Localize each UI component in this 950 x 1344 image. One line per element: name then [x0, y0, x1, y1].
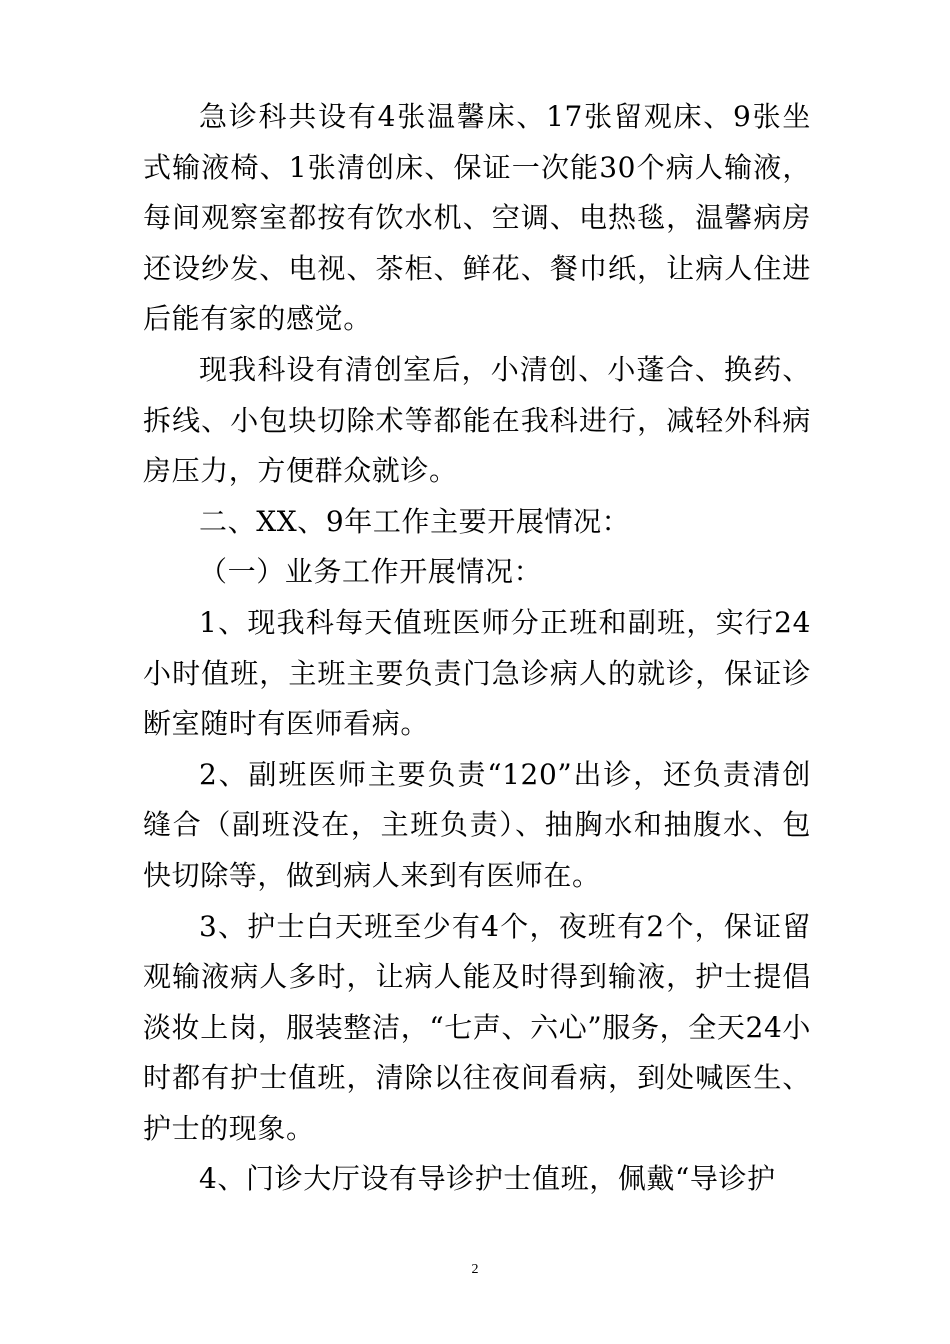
- paragraph-facilities: 急诊科共设有4张温馨床、17张留观床、9张坐式输液椅、1张清创床、保证一次能30个病人输液，每间观察室都按有饮水机、空调、电热毯，温馨病房还设纱发、电视、茶柜、鲜花、餐巾纸，让病人住进后能有家的感觉。: [143, 100, 811, 336]
- subsection-heading: （一）业务工作开展情况：: [199, 555, 543, 589]
- page-number: 2: [471, 1262, 479, 1277]
- paragraph-item-4: 4、门诊大厅设有导诊护士值班，佩戴“导诊护: [199, 1162, 776, 1196]
- section-heading: 二、XX、9年工作主要开展情况：: [199, 504, 631, 538]
- paragraph-item-2: 2、副班医师主要负责“120”出诊，还负责清创缝合（副班没在，主班负责）、抽胸水和抽腹水、包快切除等，做到病人来到有医师在。: [143, 757, 811, 892]
- paragraph-item-3: 3、护士白天班至少有4个，夜班有2个，保证留观输液病人多时，让病人能及时得到输液，护士提倡淡妆上岗，服装整洁，“七声、六心”服务，全天24小时都有护士值班，清除以往夜间看病，到处喊医生、护士的现象。: [143, 909, 811, 1145]
- body-text: [143, 92, 811, 1205]
- paragraph-debridement-room: 现我科设有清创室后，小清创、小蓬合、换药、拆线、小包块切除术等都能在我科进行，减轻外科病房压力，方便群众就诊。: [143, 352, 811, 488]
- paragraph-item-1: 1、现我科每天值班医师分正班和副班，实行24小时值班，主班主要负责门急诊病人的就诊，保证诊断室随时有医师看病。: [143, 605, 811, 741]
